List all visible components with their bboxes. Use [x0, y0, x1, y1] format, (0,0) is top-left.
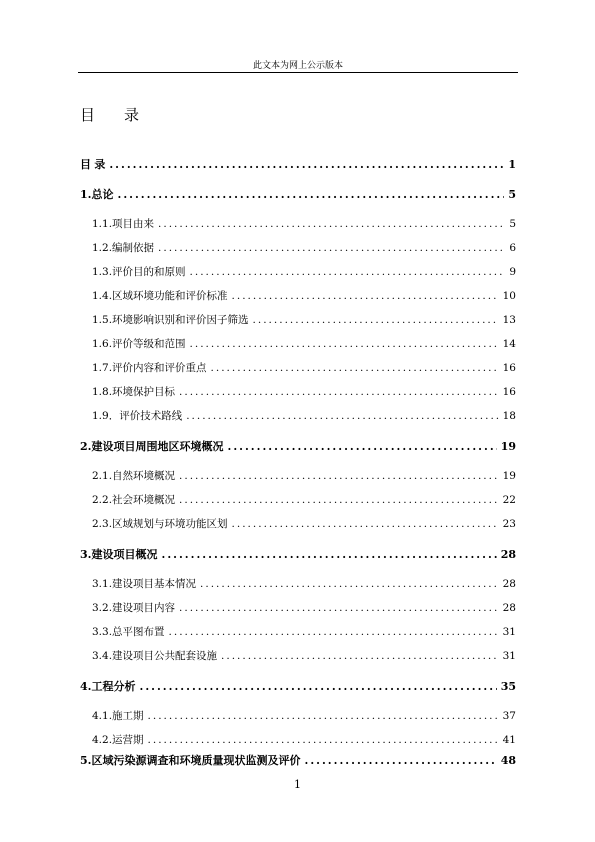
- toc-entry-num: 1.5.: [92, 314, 113, 326]
- toc-entry-page: 13: [502, 314, 516, 326]
- toc-entry-num: 1.2.: [92, 242, 113, 254]
- toc-entry-num: 1.: [80, 188, 92, 201]
- toc-entry-num: 3.3.: [92, 626, 113, 638]
- toc-entry-page: 14: [502, 338, 516, 350]
- leader-dots: [190, 338, 499, 350]
- leader-dots: [211, 362, 499, 374]
- leader-dots: [232, 518, 499, 530]
- toc-entry-1-3[interactable]: [92, 264, 516, 279]
- toc-entry-4-1[interactable]: [92, 708, 516, 723]
- toc-entry-num: 2.: [80, 440, 92, 453]
- toc-entry-num: 4.1.: [92, 710, 113, 722]
- toc-title-part2: 录: [124, 106, 141, 124]
- toc-entry-page: 19: [502, 470, 516, 482]
- toc-entry-page: 9: [509, 266, 516, 278]
- leader-dots: [179, 494, 499, 506]
- toc-title: [80, 104, 140, 125]
- toc-entry-1-9[interactable]: [92, 408, 516, 423]
- leader-dots: [161, 548, 496, 561]
- toc-entry-text: 评价内容和评价重点: [112, 362, 207, 374]
- toc-entry-catalog[interactable]: [80, 156, 516, 172]
- leader-dots: [227, 440, 496, 453]
- toc-entry-num: 目: [80, 158, 91, 171]
- toc-entry-text: 区域污染源调查和环境质量现状监测及评价: [91, 754, 301, 767]
- leader-dots: [158, 218, 505, 230]
- toc-entry-1-4[interactable]: [92, 288, 516, 303]
- toc-entry-text: 建设项目基本情况: [112, 578, 197, 590]
- toc-entry-page: 18: [502, 410, 516, 422]
- leader-dots: [139, 680, 496, 693]
- toc-entry-text: 建设项目公共配套设施: [112, 650, 218, 662]
- leader-dots: [109, 158, 504, 171]
- toc-entry-4[interactable]: [80, 678, 516, 694]
- toc-entry-2[interactable]: [80, 438, 516, 454]
- toc-entry-page: 28: [502, 578, 516, 590]
- toc-entry-page: 35: [500, 680, 516, 693]
- toc-entry-5[interactable]: [80, 752, 516, 768]
- toc-entry-1-6[interactable]: [92, 336, 516, 351]
- toc-entry-text: 区域环境功能和评价标准: [112, 290, 228, 302]
- toc-entry-num: 1.1.: [92, 218, 113, 230]
- leader-dots: [148, 710, 499, 722]
- toc-entry-text: 环境保护目标: [112, 386, 176, 398]
- toc-entry-text: 总论: [91, 188, 114, 201]
- toc-entry-page: 48: [500, 754, 516, 767]
- header-note: 此文本为网上公示版本: [252, 61, 343, 71]
- toc-entry-text: 环境影响识别和评价因子筛选: [112, 314, 249, 326]
- toc-entry-1[interactable]: [80, 186, 516, 202]
- page-number: 1: [294, 778, 301, 791]
- toc-entry-4-2[interactable]: [92, 732, 516, 747]
- toc-entry-2-3[interactable]: [92, 516, 516, 531]
- leader-dots: [221, 650, 499, 662]
- toc-entry-page: 6: [509, 242, 516, 254]
- toc-entry-page: 28: [502, 602, 516, 614]
- toc-entry-num: 3.: [80, 548, 92, 561]
- toc-entry-num: 5.: [80, 754, 92, 767]
- toc-entry-text: 建设项目内容: [112, 602, 176, 614]
- leader-dots: [169, 626, 499, 638]
- toc-entry-text: 2.1.自然环境概况: [92, 470, 176, 482]
- toc-entry-3-3[interactable]: [92, 624, 516, 639]
- toc-entry-page: 31: [502, 650, 516, 662]
- leader-dots: [304, 754, 496, 767]
- header-rule: [78, 72, 518, 73]
- toc-entry-text: 1.9．评价技术路线: [92, 410, 183, 422]
- toc-entry-3-1[interactable]: [92, 576, 516, 591]
- toc-entry-num: 1.7.: [92, 362, 113, 374]
- toc-entry-3-2[interactable]: [92, 600, 516, 615]
- leader-dots: [179, 602, 499, 614]
- toc-entry-3[interactable]: [80, 546, 516, 562]
- toc-entry-num: 4.: [80, 680, 92, 693]
- toc-entry-text: 2.3.区域规划与环境功能区划: [92, 518, 228, 530]
- toc-entry-page: 1: [508, 158, 516, 171]
- toc-entry-page: 41: [502, 734, 516, 746]
- leader-dots: [179, 470, 499, 482]
- leader-dots: [148, 734, 499, 746]
- toc-entry-1-1[interactable]: [92, 216, 516, 231]
- toc-entry-page: 37: [502, 710, 516, 722]
- toc-entry-text: 施工期: [112, 710, 144, 722]
- toc-entry-1-8[interactable]: [92, 384, 516, 399]
- toc-entry-text: 总平图布置: [112, 626, 165, 638]
- leader-dots: [186, 410, 498, 422]
- toc-entry-num: 1.3.: [92, 266, 113, 278]
- toc-entry-num: 3.1.: [92, 578, 113, 590]
- toc-entry-page: 28: [500, 548, 516, 561]
- toc-entry-1-5[interactable]: [92, 312, 516, 327]
- toc-entry-num: 1.4.: [92, 290, 113, 302]
- leader-dots: [158, 242, 505, 254]
- toc-entry-2-2[interactable]: [92, 492, 516, 507]
- toc-title-part1: 目: [80, 106, 97, 124]
- toc-entry-page: 16: [502, 362, 516, 374]
- toc-entry-page: 31: [502, 626, 516, 638]
- toc-entry-1-7[interactable]: [92, 360, 516, 375]
- toc-entry-text: 2.2.社会环境概况: [92, 494, 176, 506]
- toc-entry-page: 19: [500, 440, 516, 453]
- toc-entry-text: 评价等级和范围: [112, 338, 186, 350]
- toc-entry-3-4[interactable]: [92, 648, 516, 663]
- toc-entry-1-2[interactable]: [92, 240, 516, 255]
- toc-entry-text: 建设项目概况: [91, 548, 158, 561]
- toc-entry-page: 10: [502, 290, 516, 302]
- toc-entry-text: 评价目的和原则: [112, 266, 186, 278]
- toc-entry-page: 16: [502, 386, 516, 398]
- toc-entry-page: 23: [502, 518, 516, 530]
- leader-dots: [179, 386, 499, 398]
- toc-entry-num: 3.2.: [92, 602, 113, 614]
- toc-entry-page: 5: [509, 218, 516, 230]
- toc-entry-text: 编制依据: [112, 242, 155, 254]
- toc-entry-num: 3.4.: [92, 650, 113, 662]
- toc-entry-page: 5: [508, 188, 516, 201]
- toc-entry-text: 工程分析: [91, 680, 136, 693]
- leader-dots: [200, 578, 499, 590]
- toc-entry-num: 1.8.: [92, 386, 113, 398]
- toc-entry-text: 建设项目周围地区环境概况: [91, 440, 224, 453]
- leader-dots: [117, 188, 504, 201]
- toc-entry-text: 录: [94, 158, 106, 171]
- toc-entry-page: 22: [502, 494, 516, 506]
- toc-entry-num: 4.2.: [92, 734, 113, 746]
- toc-entry-2-1[interactable]: [92, 468, 516, 483]
- toc-entry-num: 1.6.: [92, 338, 113, 350]
- toc-entry-text: 项目由来: [112, 218, 155, 230]
- toc-entry-text: 运营期: [112, 734, 144, 746]
- leader-dots: [253, 314, 499, 326]
- leader-dots: [232, 290, 499, 302]
- leader-dots: [190, 266, 506, 278]
